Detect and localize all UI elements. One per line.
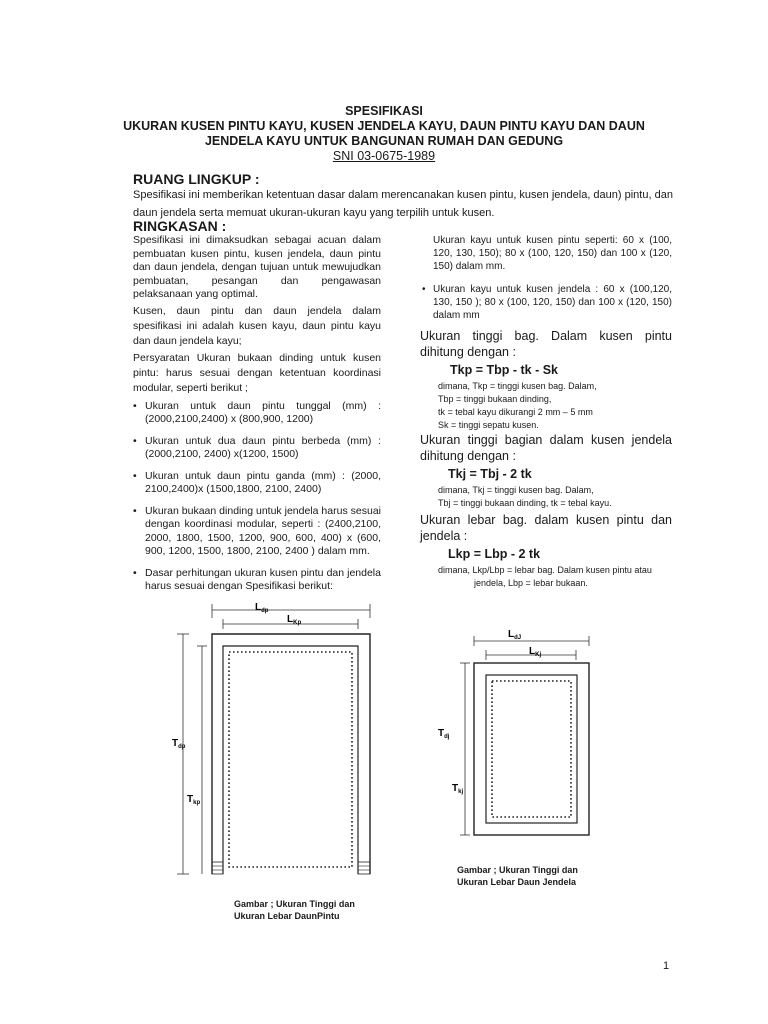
title-line-1: SPESIFIKASI bbox=[345, 104, 423, 118]
ringkasan-paragraph-1: Spesifikasi ini dimaksudkan sebagai acuan dalam pembuatan kusen pintu, kusen jendela, daun pintu dan daun jendela, dengan tujuan untuk mewujudkan pembuatan, pesangan dan pengawasan pelaksanaan yang optimal. bbox=[133, 234, 381, 300]
bullet-icon: • bbox=[133, 399, 137, 412]
door-label-L-inner: $L_{Kp}$ bbox=[287, 614, 302, 626]
door-frame-diagram bbox=[160, 598, 400, 878]
formula-tkj-definitions: dimana, Tkj = tinggi kusen bag. Dalam, Tbj = tinggi bukaan dinding, tk = tebal kayu. bbox=[438, 485, 612, 508]
bullet-icon: • bbox=[422, 284, 426, 295]
ringkasan-heading: RINGKASAN : bbox=[133, 218, 227, 234]
window-label-T-outer: $T_{dj}$ bbox=[438, 728, 450, 740]
standard-number: SNI 03-0675-1989 bbox=[332, 149, 436, 163]
door-label-T-inner: $T_{kp}$ bbox=[187, 794, 201, 806]
left-column bbox=[133, 234, 381, 602]
page-number: 1 bbox=[663, 960, 670, 972]
title-line-3: JENDELA KAYU UNTUK BANGUNAN RUMAH DAN GEDUNG bbox=[204, 134, 564, 148]
formula-tkp-definitions: dimana, Tkp = tinggi kusen bag. Dalam, Tbp = tinggi bukaan dinding, tk = tebal kayu dikurangi 2 mm – 5 mm Sk = tinggi sepatu kusen. bbox=[438, 381, 597, 430]
ruang-lingkup-text: Spesifikasi ini memberikan ketentuan dasar dalam merencanakan kusen pintu, kusen jendela, daun) pintu, dan daun jendela serta memuat ukuran-ukuran kayu yang terpilih untuk kusen. bbox=[133, 189, 673, 219]
formula-tkj: Tkj = Tbj - 2 tk bbox=[448, 467, 532, 481]
kusen-pintu-wood-sizes: Ukuran kayu untuk kusen pintu seperti: 60 x (100, 120, 130, 150); 80 x (100, 120, 150) dan 100 x (120, 150) dalam mm. bbox=[433, 235, 672, 272]
window-frame-diagram bbox=[430, 625, 610, 845]
window-label-L-outer: $L_{dJ}$ bbox=[508, 629, 522, 641]
door-label-T-outer: $T_{dp}$ bbox=[172, 738, 186, 750]
kusen-jendela-wood-sizes: Ukuran kayu untuk kusen jendela : 60 x (100,120, 130, 150 ); 80 x (100, 120, 150) dan 100 x (120, 150) dalam mm bbox=[433, 284, 672, 321]
bullet-icon: • bbox=[133, 469, 137, 482]
list-item: • Ukuran untuk dua daun pintu berbeda (mm) : (2000,2100, 2400) x(1200, 1500) bbox=[133, 434, 381, 460]
window-label-L-inner: $L_{Kj}$ bbox=[529, 646, 542, 658]
list-item: • Dasar perhitungan ukuran kusen pintu dan jendela harus sesuai dengan Spesifikasi berikut: bbox=[133, 566, 381, 592]
formula-lkp-definitions: dimana, Lkp/Lbp = lebar bag. Dalam kusen pintu atau jendela, Lbp = lebar bukaan. bbox=[438, 565, 652, 588]
bullet-icon: • bbox=[133, 434, 137, 447]
ruang-lingkup-heading: RUANG LINGKUP : bbox=[133, 171, 260, 187]
bullet-icon: • bbox=[133, 504, 137, 517]
right-column bbox=[420, 234, 672, 590]
window-figure-caption: Gambar ; Ukuran Tinggi dan Ukuran Lebar Daun Jendela bbox=[457, 865, 578, 887]
formula-tkp: Tkp = Tbp - tk - Sk bbox=[450, 363, 558, 377]
tinggi-jendela-intro: Ukuran tinggi bagian dalam kusen jendela dihitung dengan : bbox=[420, 433, 672, 463]
ringkasan-paragraph-2: Kusen, daun pintu dan daun jendela dalam spesifikasi ini adalah kusen kayu, daun pintu kayu dan daun jendela kayu; bbox=[133, 304, 381, 347]
title-line-2: UKURAN KUSEN PINTU KAYU, KUSEN JENDELA KAYU, DAUN PINTU KAYU DAN DAUN bbox=[123, 119, 645, 133]
lebar-intro: Ukuran lebar bag. dalam kusen pintu dan jendela : bbox=[420, 513, 672, 543]
list-item: • Ukuran untuk daun pintu tunggal (mm) : (2000,2100,2400) x (800,900, 1200) bbox=[133, 399, 381, 425]
door-label-L-outer: $L_{dp}$ bbox=[255, 602, 269, 614]
list-item bbox=[420, 283, 672, 322]
document-title bbox=[0, 104, 768, 164]
formula-lkp: Lkp = Lbp - 2 tk bbox=[448, 547, 541, 561]
list-item: • Ukuran untuk daun pintu ganda (mm) : (2000, 2100,2400)x (1500,1800, 2100, 2400) bbox=[133, 469, 381, 495]
door-figure-caption: Gambar ; Ukuran Tinggi dan Ukuran Lebar DaunPintu bbox=[234, 899, 355, 921]
ringkasan-paragraph-3: Persyaratan Ukuran bukaan dinding untuk kusen pintu: harus sesuai dengan ketentuan koordinasi modular, seperti berikut ; bbox=[133, 351, 381, 394]
window-label-T-inner: $T_{kj}$ bbox=[452, 783, 464, 795]
tinggi-pintu-intro: Ukuran tinggi bag. Dalam kusen pintu dihitung dengan : bbox=[420, 329, 672, 359]
bullet-icon: • bbox=[133, 566, 137, 579]
opening-size-list bbox=[133, 400, 381, 594]
list-item: • Ukuran bukaan dinding untuk jendela harus sesuai dengan koordinasi modular, seperti : (2400,2100, 2000, 1800, 1500, 1200, 900, 600, 400) x (600, 900, 1200, 1500, 1800, 2100, 2400 ) dalam mm. bbox=[133, 504, 381, 557]
